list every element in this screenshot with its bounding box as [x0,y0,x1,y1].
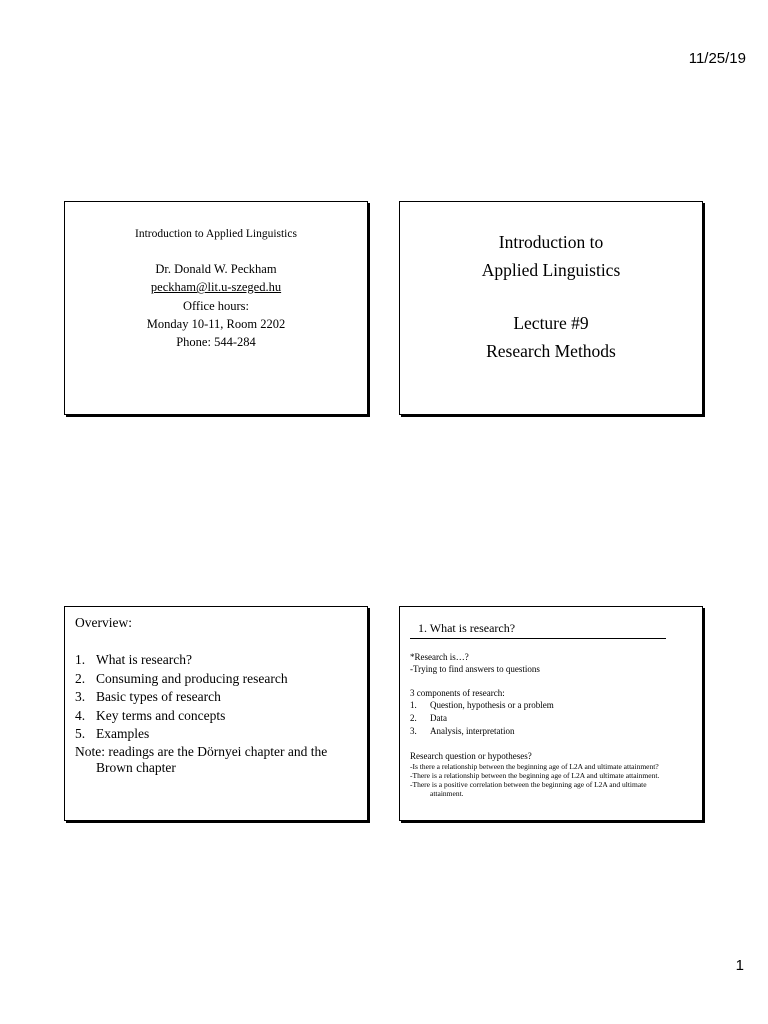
rq-line: -There is a relationship between the beginning age of L2A and ultimate attainment. [410,771,660,780]
course-title: Introduction to Applied Linguistics [135,228,297,240]
research-is-text: *Research is…? [410,652,469,662]
rq-line: -Is there a relationship between the beginning age of L2A and ultimate attainment? [410,762,659,771]
list-item [75,707,357,726]
title-line-1: Introduction to [498,232,604,252]
list-number: 3. [75,689,86,704]
list-text: Analysis, interpretation [430,726,515,736]
rq-line: attainment. [430,789,464,798]
page-number: 1 [735,957,744,974]
phone: Phone: 544-284 [176,335,256,350]
list-item [75,670,357,689]
list-item [410,725,702,738]
list-text: Key terms and concepts [96,707,226,723]
list-number: 4. [75,707,86,723]
slide-thumbnail-1 [64,201,368,415]
list-text: Data [430,713,447,723]
list-text: Basic types of research [96,689,221,704]
list-item [410,699,702,712]
list-text: What is research? [96,652,192,667]
list-item [410,712,702,725]
readings-note: Note: readings are the Dörnyei chapter and the Brown chapter [75,743,328,775]
slide-thumbnail-3 [64,606,368,821]
rq-label: Research question or hypotheses? [410,751,532,761]
office-hours-label: Office hours: [182,298,250,313]
instructor-name: Dr. Donald W. Peckham [155,262,277,276]
list-number: 3. [410,726,417,736]
list-text: Examples [96,726,150,741]
list-item [75,688,357,707]
title-line-2: Applied Linguistics [481,260,621,280]
list-item [75,651,357,670]
list-text: Consuming and producing research [96,670,288,686]
list-number: 5. [75,726,86,741]
email-link[interactable]: peckham@lit.u-szeged.hu [150,280,282,295]
list-number: 1. [410,700,417,710]
overview-heading: Overview: [75,615,132,630]
components-label: 3 components of research: [410,688,505,698]
rq-line: -There is a positive correlation between the beginning age of L2A and ultimate [410,780,647,789]
list-number: 2. [410,713,417,723]
slide-thumbnail-4 [399,606,703,821]
list-item [75,725,357,744]
list-number: 1. [75,652,86,667]
contact-block [65,260,367,351]
list-number: 2. [75,670,86,686]
list-text: Question, hypothesis or a problem [430,700,554,710]
overview-list [75,651,357,744]
section-heading: 1. What is research? [410,621,666,639]
lecture-number: Lecture #9 [513,313,589,333]
lecture-info [400,309,702,365]
header-date: 11/25/19 [688,50,746,67]
slide-title [400,228,702,284]
research-definition: -Trying to find answers to questions [410,664,540,674]
slide-thumbnail-2 [399,201,703,415]
office-hours: Monday 10-11, Room 2202 [146,316,286,331]
lecture-topic: Research Methods [486,341,616,361]
